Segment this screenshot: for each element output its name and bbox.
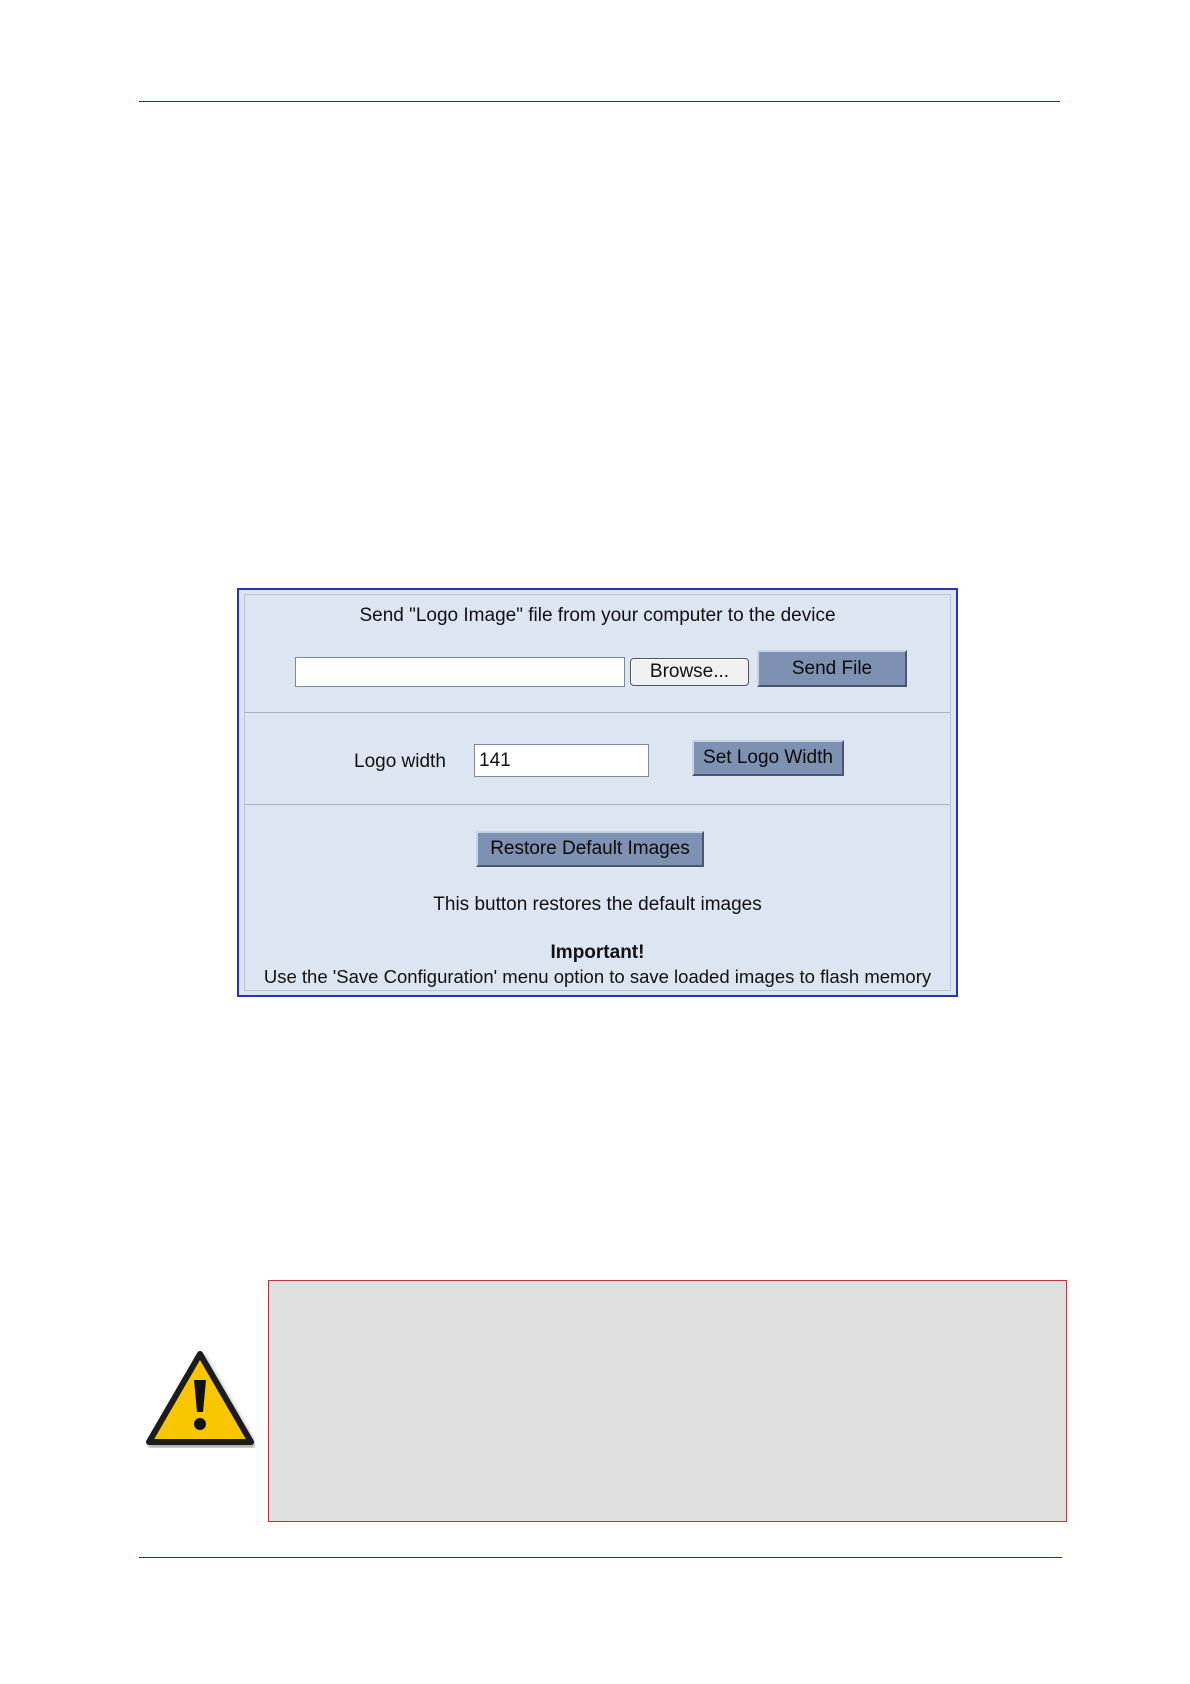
send-file-button[interactable]: Send File bbox=[757, 650, 907, 687]
header-rule bbox=[139, 101, 1060, 102]
logo-width-section bbox=[245, 713, 950, 805]
browse-button[interactable]: Browse... bbox=[630, 658, 749, 686]
panel-inner bbox=[244, 594, 951, 991]
send-file-section bbox=[245, 595, 950, 713]
restore-section bbox=[245, 805, 950, 990]
logo-width-input[interactable] bbox=[474, 744, 649, 777]
warning-icon bbox=[145, 1350, 255, 1448]
set-logo-width-button[interactable]: Set Logo Width bbox=[692, 740, 844, 776]
file-path-input[interactable] bbox=[295, 657, 625, 687]
important-label: Important! bbox=[550, 942, 645, 963]
save-configuration-hint: Use the 'Save Configuration' menu option to save loaded images to flash memory bbox=[263, 966, 932, 987]
restore-hint-text: This button restores the default images bbox=[433, 894, 762, 915]
note-box bbox=[268, 1280, 1067, 1522]
footer-rule bbox=[139, 1557, 1062, 1558]
send-file-title: Send "Logo Image" file from your computer to the device bbox=[359, 605, 836, 626]
logo-width-label: Logo width bbox=[354, 751, 446, 772]
logo-image-panel bbox=[237, 588, 958, 997]
restore-default-images-button[interactable]: Restore Default Images bbox=[476, 831, 704, 867]
